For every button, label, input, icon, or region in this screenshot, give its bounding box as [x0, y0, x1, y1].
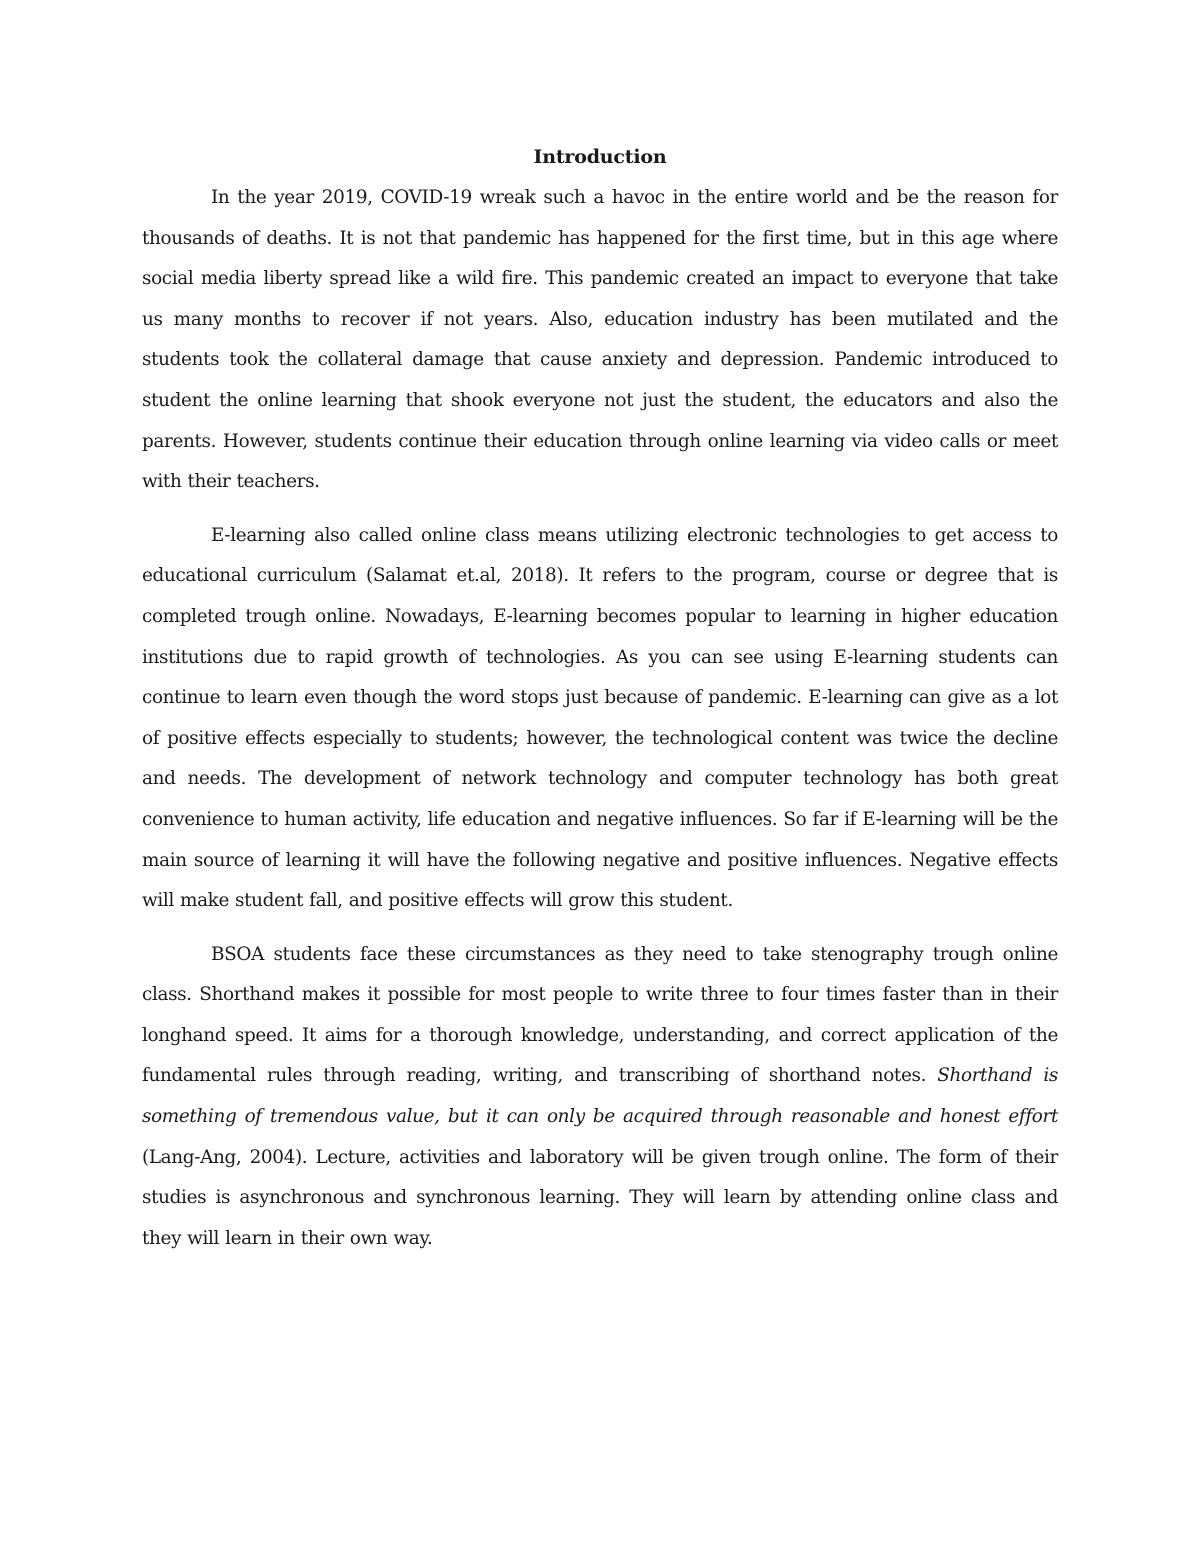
paragraph-text-after-quote: (Lang-Ang, 2004). Lecture, activities and laboratory will be given trough online. The form of their studies is asynchronous and synchronous learning. They will learn by attending online class and they will learn in their own way.	[142, 1146, 1058, 1249]
document-body	[142, 140, 1058, 1272]
page-title: Introduction	[533, 146, 667, 168]
paragraph-covid-intro: In the year 2019, COVID-19 wreak such a havoc in the entire world and be the reason for thousands of deaths. It is not that pandemic has happened for the first time, but in this age where social media liberty spread like a wild fire. This pandemic created an impact to everyone that take us many months to recover if not years. Also, education industry has been mutilated and the students took the collateral damage that cause anxiety and depression. Pandemic introduced to student the online learning that shook everyone not just the student, the educators and also the parents. However, students continue their education through online learning via video calls or meet with their teachers.	[142, 187, 1058, 493]
paragraph-text-before-quote: BSOA students face these circumstances as they need to take stenography trough online class. Shorthand makes it possible for most people to write three to four times faster than in their longhand speed. It aims for a thorough knowledge, understanding, and correct application of the fundamental rules through reading, writing, and transcribing of shorthand notes.	[142, 943, 1058, 1087]
paragraph-bsoa-students	[142, 935, 1058, 1260]
italic-quote: Shorthand is something of tremendous value, but it can only be acquired through reasonable and honest effort	[142, 1065, 1058, 1128]
paragraph-e-learning: E-learning also called online class means utilizing electronic technologies to get access to educational curriculum (Salamat et.al, 2018). It refers to the program, course or degree that is completed trough online. Nowadays, E-learning becomes popular to learning in higher education institutions due to rapid growth of technologies. As you can see using E-learning students can continue to learn even though the word stops just because of pandemic. E-learning can give as a lot of positive effects especially to students; however, the technological content was twice the decline and needs. The development of network technology and computer technology has both great convenience to human activity, life education and negative influences. So far if E-learning will be the main source of learning it will have the following negative and positive influences. Negative effects will make student fall, and positive effects will grow this student.	[142, 524, 1058, 912]
